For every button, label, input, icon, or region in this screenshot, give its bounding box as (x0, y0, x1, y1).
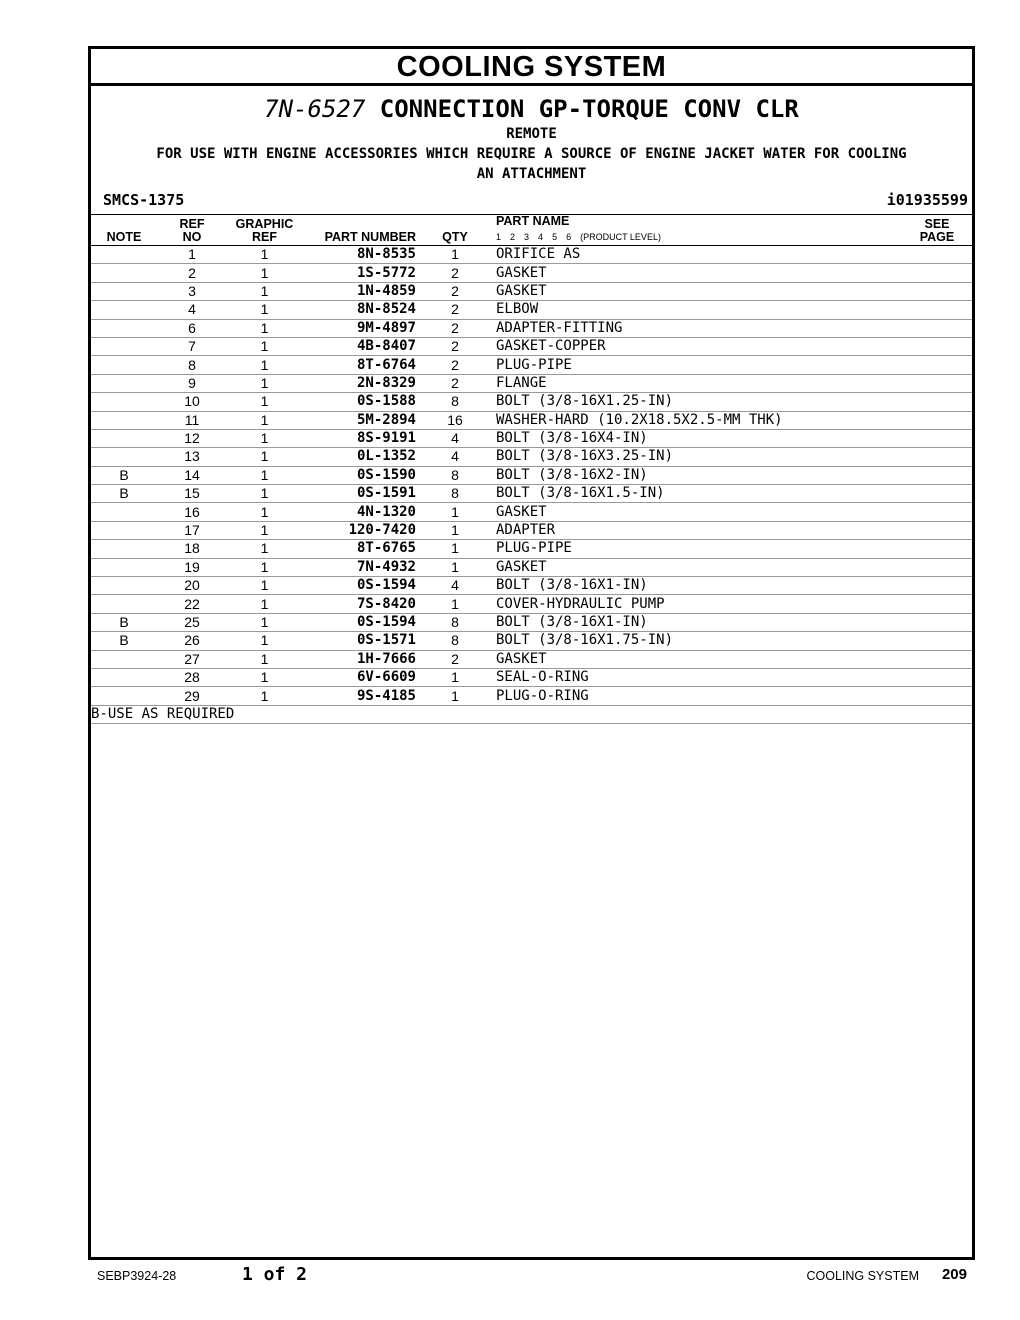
part-qty: 2 (422, 282, 488, 300)
table-row (91, 264, 972, 282)
product-level-6: 6 (566, 232, 572, 242)
part-name: BOLT (3/8-16X1.75-IN) (488, 632, 902, 650)
part-ref-no: 14 (157, 466, 227, 484)
part-number: 4N-1320 (302, 503, 422, 521)
part-qty: 1 (422, 540, 488, 558)
part-number: 4B-8407 (302, 337, 422, 355)
part-see-page (902, 521, 972, 539)
header-see-bottom: PAGE (919, 230, 955, 244)
table-row (91, 558, 972, 576)
part-ref-no: 8 (157, 356, 227, 374)
part-see-page (902, 540, 972, 558)
group-description (91, 124, 972, 184)
part-qty: 1 (422, 558, 488, 576)
part-note (91, 337, 157, 355)
product-level-4: 4 (538, 232, 544, 242)
footnote: B-USE AS REQUIRED (91, 705, 972, 723)
part-graphic-ref: 1 (227, 337, 302, 355)
table-row (91, 503, 972, 521)
part-qty: 2 (422, 264, 488, 282)
product-level-5: 5 (552, 232, 558, 242)
part-note (91, 411, 157, 429)
part-qty: 8 (422, 485, 488, 503)
part-ref-no: 27 (157, 650, 227, 668)
part-qty: 2 (422, 319, 488, 337)
part-ref-no: 4 (157, 301, 227, 319)
part-note (91, 319, 157, 337)
part-qty: 2 (422, 356, 488, 374)
part-note (91, 650, 157, 668)
part-note (91, 668, 157, 686)
part-name: SEAL-O-RING (488, 668, 902, 686)
product-level-3: 3 (524, 232, 530, 242)
part-number: 1N-4859 (302, 282, 422, 300)
part-ref-no: 9 (157, 374, 227, 392)
part-number: 0S-1594 (302, 613, 422, 631)
part-graphic-ref: 1 (227, 577, 302, 595)
part-graphic-ref: 1 (227, 613, 302, 631)
part-number: 1H-7666 (302, 650, 422, 668)
illustration-id: i01935599 (886, 191, 968, 209)
part-number: 8N-8524 (302, 301, 422, 319)
group-part-number: 7N-6527 (264, 95, 366, 123)
part-name: GASKET (488, 558, 902, 576)
part-ref-no: 29 (157, 687, 227, 705)
part-see-page (902, 448, 972, 466)
part-number: 0L-1352 (302, 448, 422, 466)
part-ref-no: 1 (157, 246, 227, 264)
table-row (91, 577, 972, 595)
part-see-page (902, 485, 972, 503)
part-ref-no: 16 (157, 503, 227, 521)
part-number: 9M-4897 (302, 319, 422, 337)
part-number: 8T-6765 (302, 540, 422, 558)
parts-table-body (91, 246, 972, 706)
description-line-3: AN ATTACHMENT (476, 166, 587, 182)
part-note (91, 374, 157, 392)
part-number: 0S-1594 (302, 577, 422, 595)
part-ref-no: 12 (157, 429, 227, 447)
table-row (91, 246, 972, 264)
part-see-page (902, 595, 972, 613)
table-row (91, 485, 972, 503)
part-note (91, 264, 157, 282)
part-name: ELBOW (488, 301, 902, 319)
part-ref-no: 2 (157, 264, 227, 282)
part-note (91, 246, 157, 264)
header-graphic-bottom: REF (252, 230, 277, 244)
part-qty: 1 (422, 521, 488, 539)
part-note (91, 577, 157, 595)
parts-table (91, 215, 972, 724)
part-see-page (902, 393, 972, 411)
part-name: PLUG-PIPE (488, 540, 902, 558)
header-part-number: PART NUMBER (302, 215, 422, 246)
part-name: PLUG-PIPE (488, 356, 902, 374)
part-graphic-ref: 1 (227, 356, 302, 374)
part-ref-no: 10 (157, 393, 227, 411)
part-graphic-ref: 1 (227, 448, 302, 466)
part-graphic-ref: 1 (227, 319, 302, 337)
footer-section: COOLING SYSTEM (806, 1269, 919, 1283)
product-level-1: 1 (496, 232, 502, 242)
part-number: 0S-1590 (302, 466, 422, 484)
part-name: GASKET (488, 503, 902, 521)
part-name: ADAPTER-FITTING (488, 319, 902, 337)
table-row (91, 595, 972, 613)
part-graphic-ref: 1 (227, 282, 302, 300)
part-number: 0S-1591 (302, 485, 422, 503)
part-note: B (91, 466, 157, 484)
part-note (91, 540, 157, 558)
section-title: COOLING SYSTEM (91, 49, 972, 86)
part-graphic-ref: 1 (227, 650, 302, 668)
part-name: GASKET (488, 650, 902, 668)
part-graphic-ref: 1 (227, 466, 302, 484)
part-see-page (902, 282, 972, 300)
table-row (91, 687, 972, 705)
header-note: NOTE (91, 215, 157, 246)
part-note (91, 393, 157, 411)
part-graphic-ref: 1 (227, 668, 302, 686)
group-name: CONNECTION GP-TORQUE CONV CLR (379, 95, 799, 123)
part-number: 2N-8329 (302, 374, 422, 392)
part-ref-no: 25 (157, 613, 227, 631)
product-level-label: (PRODUCT LEVEL) (580, 232, 661, 242)
part-see-page (902, 264, 972, 282)
part-number: 6V-6609 (302, 668, 422, 686)
table-row (91, 429, 972, 447)
part-qty: 1 (422, 668, 488, 686)
product-level-2: 2 (510, 232, 516, 242)
table-row (91, 337, 972, 355)
part-note (91, 282, 157, 300)
part-number: 1S-5772 (302, 264, 422, 282)
part-qty: 8 (422, 632, 488, 650)
part-note (91, 503, 157, 521)
part-graphic-ref: 1 (227, 595, 302, 613)
part-graphic-ref: 1 (227, 246, 302, 264)
parts-table-header (91, 215, 972, 246)
part-see-page (902, 613, 972, 631)
part-qty: 4 (422, 429, 488, 447)
group-title (91, 94, 972, 124)
table-row (91, 356, 972, 374)
header-see-top: SEE (924, 217, 950, 231)
part-note: B (91, 485, 157, 503)
table-row (91, 650, 972, 668)
table-row (91, 466, 972, 484)
part-name: COVER-HYDRAULIC PUMP (488, 595, 902, 613)
smcs-code: SMCS-1375 (103, 191, 185, 209)
part-name: FLANGE (488, 374, 902, 392)
part-ref-no: 19 (157, 558, 227, 576)
part-note (91, 429, 157, 447)
part-ref-no: 15 (157, 485, 227, 503)
part-qty: 1 (422, 595, 488, 613)
part-see-page (902, 503, 972, 521)
part-qty: 2 (422, 337, 488, 355)
part-see-page (902, 429, 972, 447)
part-note: B (91, 632, 157, 650)
part-ref-no: 3 (157, 282, 227, 300)
part-note (91, 301, 157, 319)
header-see-page (902, 215, 972, 246)
header-part-name-label: PART NAME (496, 214, 570, 228)
table-row (91, 393, 972, 411)
table-row (91, 668, 972, 686)
table-row (91, 521, 972, 539)
part-qty: 8 (422, 393, 488, 411)
description-line-2: FOR USE WITH ENGINE ACCESSORIES WHICH REQUIRE A SOURCE OF ENGINE JACKET WATER FOR COOLING (156, 146, 907, 162)
header-ref-bottom: NO (182, 230, 202, 244)
part-ref-no: 18 (157, 540, 227, 558)
part-note (91, 558, 157, 576)
part-name: BOLT (3/8-16X1.25-IN) (488, 393, 902, 411)
description-line-1: REMOTE (506, 126, 557, 142)
part-ref-no: 28 (157, 668, 227, 686)
part-see-page (902, 374, 972, 392)
part-note (91, 521, 157, 539)
table-row (91, 540, 972, 558)
part-graphic-ref: 1 (227, 540, 302, 558)
part-number: 8T-6764 (302, 356, 422, 374)
footnote-row (91, 705, 972, 723)
part-see-page (902, 356, 972, 374)
part-graphic-ref: 1 (227, 264, 302, 282)
part-graphic-ref: 1 (227, 393, 302, 411)
table-row (91, 319, 972, 337)
part-number: 120-7420 (302, 521, 422, 539)
part-name: BOLT (3/8-16X1-IN) (488, 613, 902, 631)
part-qty: 8 (422, 613, 488, 631)
part-ref-no: 7 (157, 337, 227, 355)
part-qty: 1 (422, 503, 488, 521)
part-see-page (902, 668, 972, 686)
table-row (91, 613, 972, 631)
document-number: SEBP3924-28 (97, 1269, 177, 1283)
part-name: BOLT (3/8-16X1.5-IN) (488, 485, 902, 503)
part-note (91, 448, 157, 466)
part-number: 0S-1571 (302, 632, 422, 650)
part-note: B (91, 613, 157, 631)
part-qty: 1 (422, 687, 488, 705)
part-number: 9S-4185 (302, 687, 422, 705)
header-graphic-ref (227, 215, 302, 246)
part-qty: 8 (422, 466, 488, 484)
part-see-page (902, 577, 972, 595)
part-number: 5M-2894 (302, 411, 422, 429)
part-see-page (902, 411, 972, 429)
smcs-row (91, 190, 972, 215)
part-graphic-ref: 1 (227, 687, 302, 705)
part-see-page (902, 687, 972, 705)
part-graphic-ref: 1 (227, 485, 302, 503)
part-ref-no: 11 (157, 411, 227, 429)
part-see-page (902, 319, 972, 337)
part-number: 7N-4932 (302, 558, 422, 576)
page-footer (0, 1264, 1020, 1288)
table-row (91, 448, 972, 466)
product-levels (496, 231, 902, 244)
part-name: ORIFICE AS (488, 246, 902, 264)
part-ref-no: 6 (157, 319, 227, 337)
part-qty: 4 (422, 448, 488, 466)
part-graphic-ref: 1 (227, 521, 302, 539)
page-of: 1 of 2 (242, 1264, 308, 1285)
part-qty: 2 (422, 650, 488, 668)
part-name: PLUG-O-RING (488, 687, 902, 705)
part-ref-no: 22 (157, 595, 227, 613)
table-row (91, 282, 972, 300)
part-see-page (902, 466, 972, 484)
part-see-page (902, 650, 972, 668)
table-row (91, 374, 972, 392)
part-name: BOLT (3/8-16X4-IN) (488, 429, 902, 447)
part-name: GASKET-COPPER (488, 337, 902, 355)
header-ref-top: REF (179, 217, 205, 231)
table-row (91, 632, 972, 650)
part-graphic-ref: 1 (227, 632, 302, 650)
part-ref-no: 26 (157, 632, 227, 650)
part-name: WASHER-HARD (10.2X18.5X2.5-MM THK) (488, 411, 902, 429)
table-row (91, 301, 972, 319)
part-number: 0S-1588 (302, 393, 422, 411)
part-name: BOLT (3/8-16X3.25-IN) (488, 448, 902, 466)
part-qty: 2 (422, 374, 488, 392)
part-graphic-ref: 1 (227, 558, 302, 576)
table-row (91, 411, 972, 429)
part-see-page (902, 558, 972, 576)
part-graphic-ref: 1 (227, 503, 302, 521)
part-note (91, 687, 157, 705)
part-graphic-ref: 1 (227, 301, 302, 319)
part-graphic-ref: 1 (227, 374, 302, 392)
header-ref-no (157, 215, 227, 246)
parts-page-frame (88, 46, 975, 1260)
part-see-page (902, 632, 972, 650)
part-see-page (902, 337, 972, 355)
part-ref-no: 20 (157, 577, 227, 595)
part-number: 8N-8535 (302, 246, 422, 264)
page-number: 209 (941, 1266, 967, 1283)
part-see-page (902, 246, 972, 264)
part-name: GASKET (488, 282, 902, 300)
part-ref-no: 13 (157, 448, 227, 466)
part-qty: 2 (422, 301, 488, 319)
header-part-name (488, 215, 902, 246)
header-qty: QTY (422, 215, 488, 246)
part-number: 7S-8420 (302, 595, 422, 613)
part-name: BOLT (3/8-16X1-IN) (488, 577, 902, 595)
part-number: 8S-9191 (302, 429, 422, 447)
part-see-page (902, 301, 972, 319)
part-qty: 16 (422, 411, 488, 429)
part-ref-no: 17 (157, 521, 227, 539)
part-name: ADAPTER (488, 521, 902, 539)
part-qty: 4 (422, 577, 488, 595)
header-graphic-top: GRAPHIC (235, 217, 294, 231)
part-name: BOLT (3/8-16X2-IN) (488, 466, 902, 484)
part-graphic-ref: 1 (227, 411, 302, 429)
part-qty: 1 (422, 246, 488, 264)
part-note (91, 356, 157, 374)
part-graphic-ref: 1 (227, 429, 302, 447)
part-note (91, 595, 157, 613)
part-name: GASKET (488, 264, 902, 282)
